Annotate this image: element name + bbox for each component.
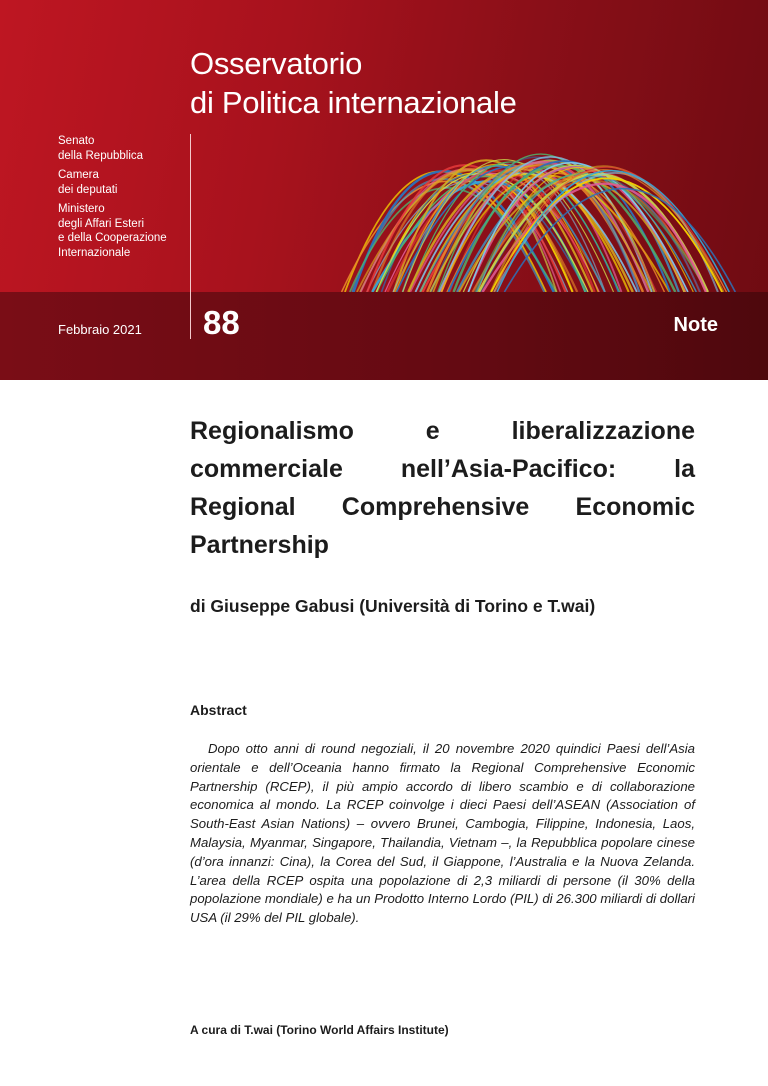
institution-camera bbox=[58, 168, 167, 197]
article-author: di Giuseppe Gabusi (Università di Torino e T.wai) bbox=[190, 596, 596, 616]
institution-ministero bbox=[58, 202, 167, 260]
footer-credit: A cura di T.wai (Torino World Affairs Institute) bbox=[190, 1023, 449, 1037]
institution-line: Camera bbox=[58, 169, 99, 181]
article-title: Regionalismo e liberalizzazione commerciale nell’Asia-Pacifico: la Regional Comprehensive Economic Partnership bbox=[190, 417, 695, 559]
vertical-divider bbox=[190, 134, 191, 339]
publication-title-line-2: di Politica internazionale bbox=[190, 85, 517, 120]
publication-date: Febbraio 2021 bbox=[58, 322, 142, 337]
institution-line: della Repubblica bbox=[58, 149, 144, 162]
institution-line: dei deputati bbox=[58, 183, 118, 196]
publication-title bbox=[190, 44, 517, 122]
institution-senato bbox=[58, 134, 167, 163]
institution-line: Internazionale bbox=[58, 246, 131, 259]
institution-line: Ministero bbox=[58, 203, 105, 215]
institution-line: e della Cooperazione bbox=[58, 232, 167, 244]
institutions-list bbox=[58, 134, 167, 265]
institution-line: Senato bbox=[58, 135, 95, 147]
issue-number: 88 bbox=[203, 304, 240, 341]
abstract-text: Dopo otto anni di round negoziali, il 20 novembre 2020 quindici Paesi dell’Asia orientale e dell’Oceania hanno firmato la Regional Comprehensive Economic Partnership (RCEP), il più ampio accordo di libero scambio e di collaborazione economica al mondo. La RCEP coinvolge i dieci Paesi dell’ASEAN (Association of South-East Asian Nations) – ovvero Brunei, Cambogia, Filippine, Indonesia, Laos, Malaysia, Myanmar, Singapore, Thailandia, Vietnam –, la Repubblica popolare cinese (d’ora innanzi: Cina), la Corea del Sud, il Giappone, l’Australia e la Nuova Zelanda. L’area della RCEP ospita una popolazione di 2,3 miliardi di persone (il 30% della popolazione mondiale) e ha un Prodotto Interno Lordo (PIL) di 26.300 miliardi di dollari USA (il 29% del PIL globale). bbox=[190, 741, 695, 926]
abstract-heading: Abstract bbox=[190, 702, 247, 718]
publication-title-line-1: Osservatorio bbox=[190, 46, 363, 81]
institution-line: degli Affari Esteri bbox=[58, 217, 145, 230]
cover-header bbox=[0, 0, 768, 380]
series-label: Note bbox=[673, 314, 718, 336]
